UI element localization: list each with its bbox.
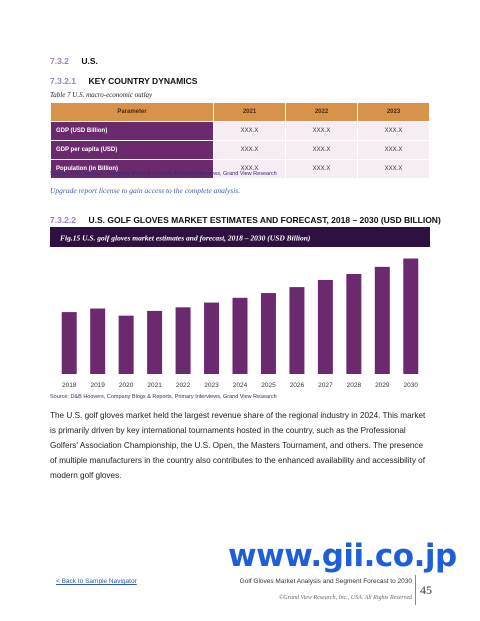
x-tick-label: 2022 — [175, 382, 191, 389]
bar-2023 — [204, 303, 219, 374]
chart-source: Source: D&B Hoovers, Company Blogs & Reports, Primary Interviews, Grand View Research — [50, 394, 277, 400]
watermark-text: www.gii.co.jp — [228, 538, 457, 574]
bar-2020 — [119, 316, 134, 374]
bar-2022 — [176, 307, 191, 374]
bar-2028 — [346, 274, 361, 374]
table-cell: XXX.X — [286, 141, 358, 160]
table-header-row — [51, 103, 430, 122]
table-header-cell: 2021 — [214, 103, 286, 122]
bar-2024 — [233, 298, 248, 374]
table-caption: Table 7 U.S. macro-economic outlay — [50, 91, 153, 99]
bar-2018 — [62, 312, 77, 374]
table-cell: XXX.X — [286, 160, 358, 179]
section-number: 7.3.2 — [50, 56, 69, 66]
x-tick-label: 2029 — [375, 382, 390, 389]
market-forecast-chart — [50, 227, 430, 392]
subsection-title: U.S. GOLF GLOVES MARKET ESTIMATES AND FORECAST, 2018 – 2030 (USD BILLION) — [88, 215, 441, 225]
subsection-heading — [50, 71, 197, 89]
table-cell: XXX.X — [358, 122, 430, 141]
subsection-number: 7.3.2.2 — [50, 215, 76, 225]
bar-2026 — [289, 287, 304, 374]
x-tick-label: 2024 — [232, 382, 248, 389]
row-label: GDP (USD Billion) — [51, 122, 214, 141]
table-cell: XXX.X — [358, 141, 430, 160]
subsection-number: 7.3.2.1 — [50, 76, 76, 86]
table-cell: XXX.X — [286, 122, 358, 141]
x-tick-label: 2026 — [289, 382, 305, 389]
bar-2030 — [403, 259, 418, 374]
bar-2019 — [90, 309, 105, 374]
x-tick-label: 2023 — [204, 382, 219, 389]
x-tick-label: 2020 — [118, 382, 134, 389]
row-label: GDP per capita (USD) — [51, 141, 214, 160]
bar-2021 — [147, 311, 162, 374]
table-row — [51, 122, 430, 141]
x-tick-label: 2027 — [318, 382, 333, 389]
x-tick-label: 2019 — [90, 382, 105, 389]
table-cell: XXX.X — [214, 141, 286, 160]
footer-copyright: ©Grand View Research, Inc., USA. All Rights Reserved — [278, 595, 412, 601]
section-heading — [50, 51, 98, 69]
x-tick-label: 2018 — [61, 382, 77, 389]
table-source: Source: D&B Hoovers, Company Blogs & Reports, Primary Interviews, Grand View Research — [50, 171, 277, 177]
footer-divider — [415, 575, 416, 605]
macro-table — [50, 102, 430, 179]
table-cell: XXX.X — [214, 122, 286, 141]
x-tick-label: 2021 — [147, 382, 162, 389]
section-title: U.S. — [81, 56, 98, 66]
bar-2029 — [375, 267, 390, 374]
table-header-cell: Parameter — [51, 103, 214, 122]
table-cell: XXX.X — [358, 160, 430, 179]
footer-report-title: Golf Gloves Market Analysis and Segment Forecast to 2030 — [239, 578, 412, 585]
back-to-navigator-link[interactable]: < Back to Sample Navigator — [56, 578, 137, 585]
x-tick-label: 2025 — [261, 382, 276, 389]
x-tick-label: 2030 — [403, 382, 419, 389]
row-label: Population (in Billion) — [51, 160, 214, 179]
table-header-cell: 2022 — [286, 103, 358, 122]
upgrade-note: Upgrade report license to gain access to the complete analysis. — [50, 186, 241, 195]
table-cell: XXX.X — [214, 160, 286, 179]
subsection-title: KEY COUNTRY DYNAMICS — [88, 76, 198, 86]
table-header-cell: 2023 — [358, 103, 430, 122]
x-tick-label: 2028 — [346, 382, 362, 389]
bar-2027 — [318, 280, 333, 374]
chart-title: Fig.15 U.S. golf gloves market estimates and forecast, 2018 – 2030 (USD Billion) — [60, 233, 311, 243]
body-paragraph: The U.S. golf gloves market held the largest revenue share of the regional industry in 2024. This market is primarily driven by key international tournaments hosted in the country, such as the Professional Golfers' Association Championship, the U.S. Open, the Masters Tournament, and others. The presence of multiple manufacturers in the country also contributes to the enhanced availability and accessibility of modern golf gloves. — [50, 411, 426, 480]
subsection-heading — [50, 210, 441, 228]
bar-2025 — [261, 293, 276, 374]
table-row — [51, 141, 430, 160]
page-number: 45 — [420, 583, 432, 597]
